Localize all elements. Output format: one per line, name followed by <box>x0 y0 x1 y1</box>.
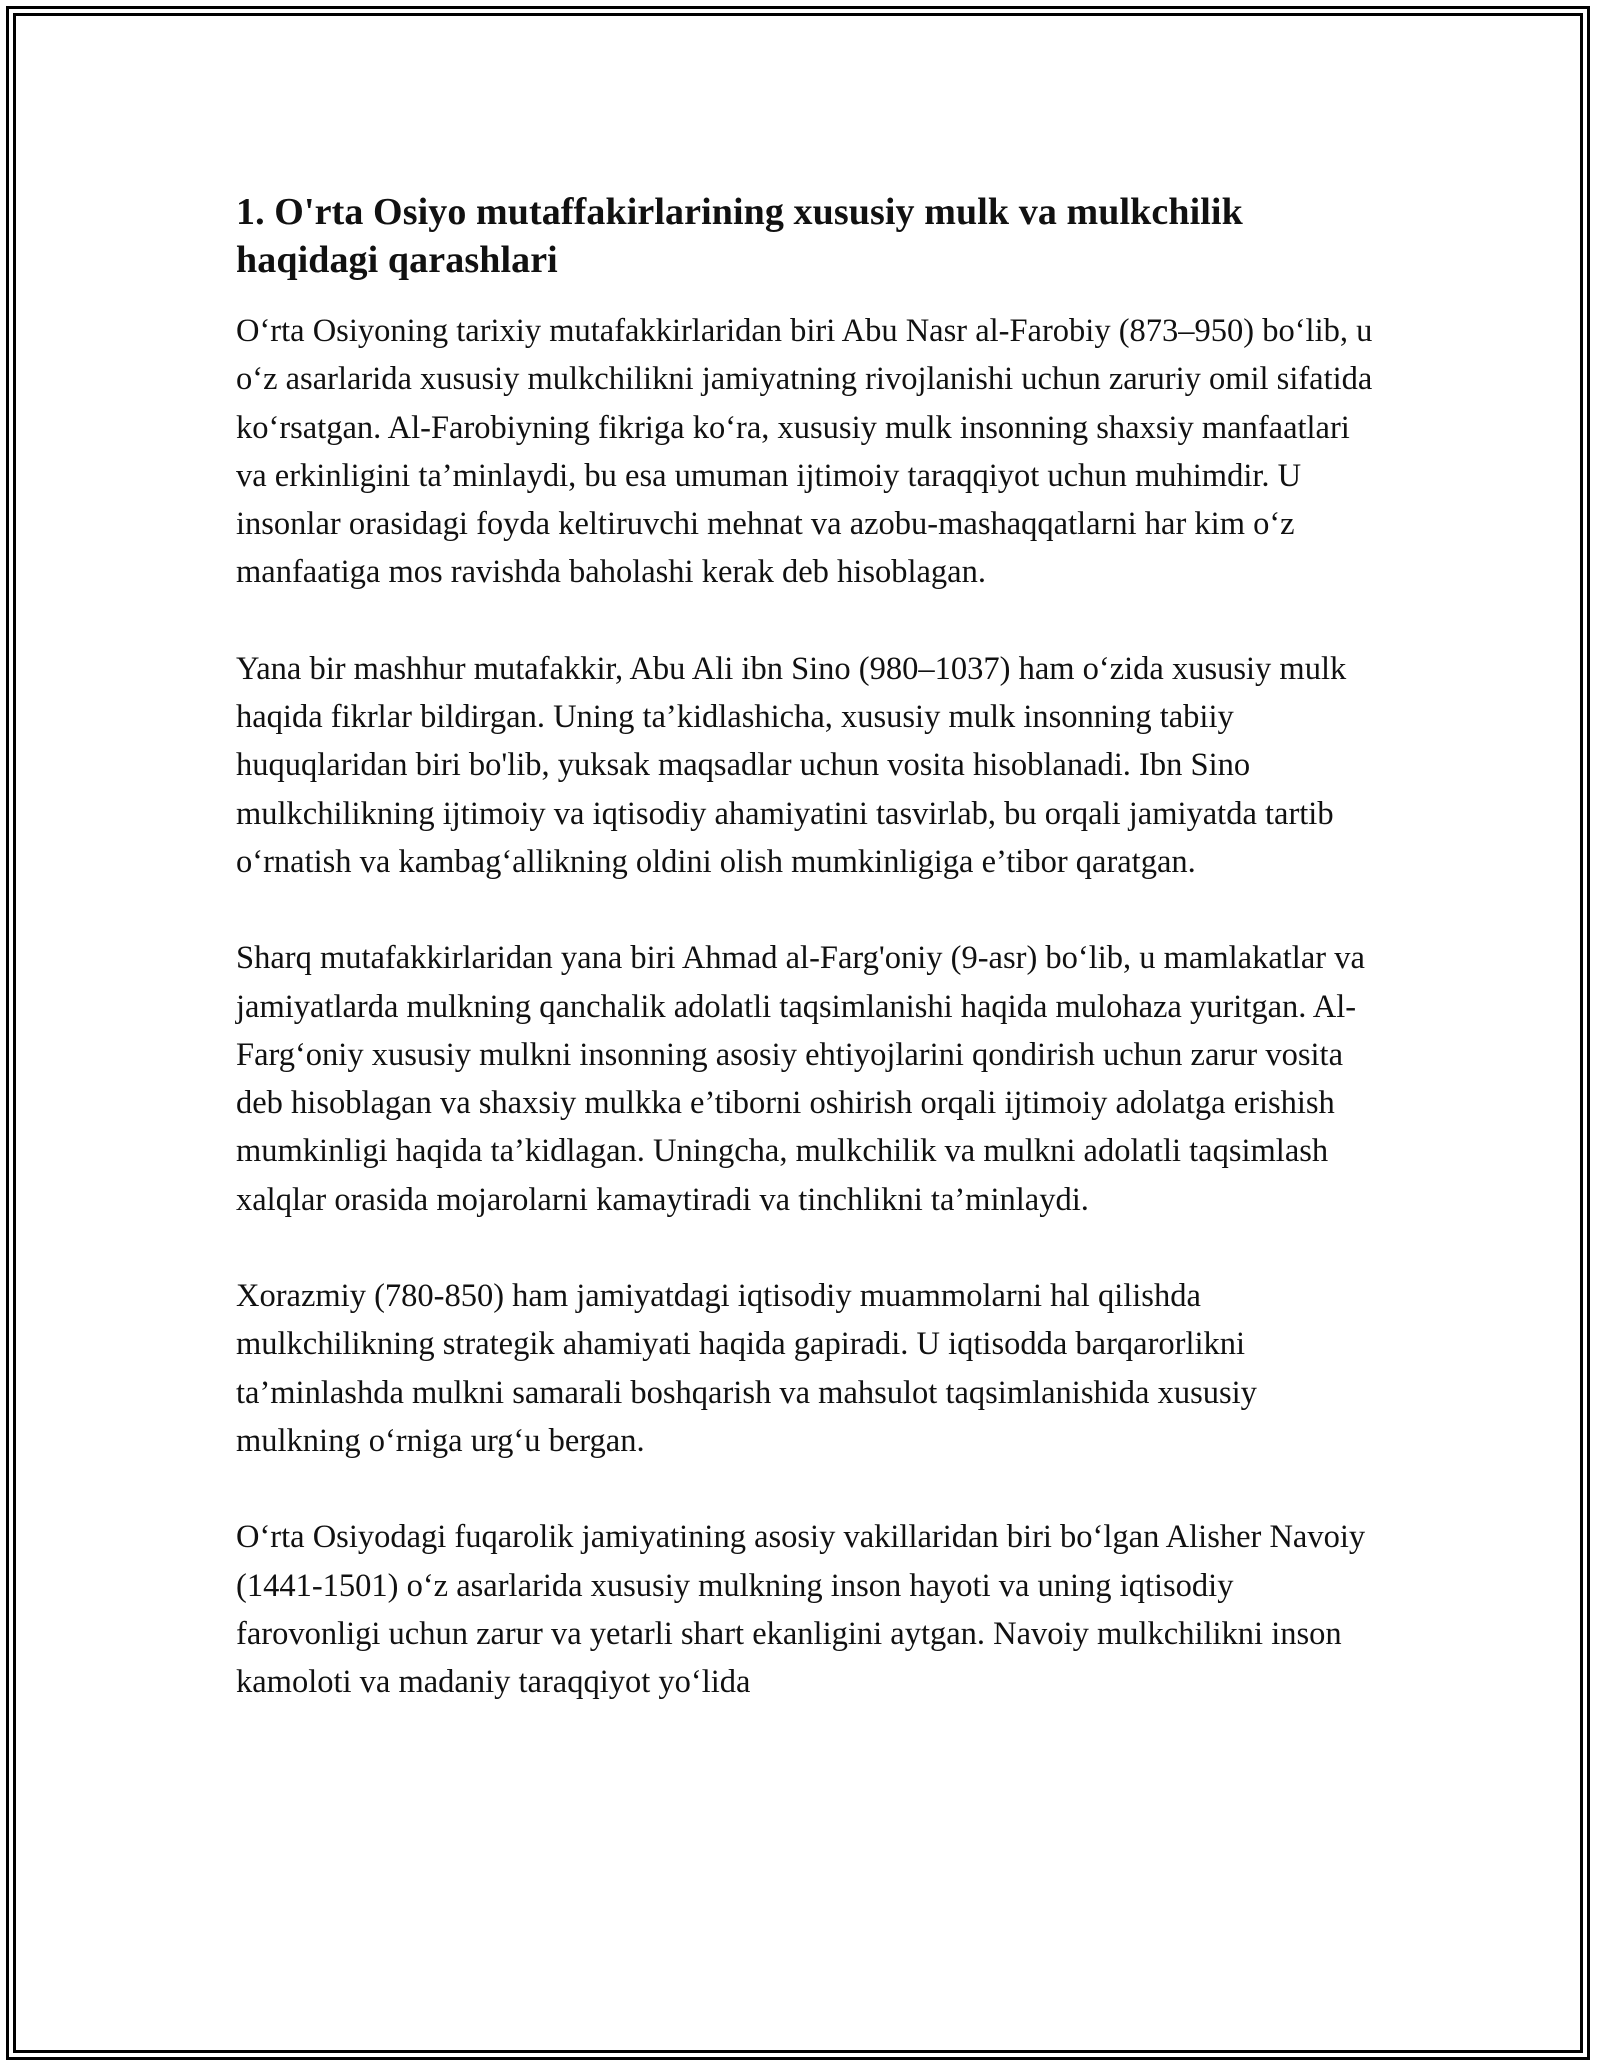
page-title: 1. O'rta Osiyo mutaffakirlarining xususiy mulk va mulkchilik haqidagi qarashlari <box>236 191 1243 281</box>
paragraph-fargoniy: Sharq mutafakkirlaridan yana biri Ahmad al-Farg'oniy (9-asr) bo‘lib, u mamlakatlar va jamiyatlarda mulkning qanchalik adolatli taqsimlanishi haqida mulohaza yuritgan. Al-Farg‘oniy xususiy mulkni insonning asosiy ehtiyojlarini qondirish uchun zarur vosita deb hisoblagan va shaxsiy mulkka e’tiborni oshirish orqali ijtimoiy adolatga erishish mumkinligi haqida ta’kidlagan. Uningcha, mulkchilik va mulkni adolatli taqsimlash xalqlar orasida mojarolarni kamaytiradi va tinchlikni ta’minlaydi. <box>236 940 1365 1218</box>
paragraph-farobiy: O‘rta Osiyoning tarixiy mutafakkirlaridan biri Abu Nasr al-Farobiy (873–950) bo‘lib, u o‘z asarlarida xususiy mulkchilikni jamiyatning rivojlanishi uchun zaruriy omil sifatida ko‘rsatgan. Al-Farobiyning fikriga ko‘ra, xususiy mulk insonning shaxsiy manfaatlari va erkinligini ta’minlaydi, bu esa umuman ijtimoiy taraqqiyot uchun muhimdir. U insonlar orasidagi foyda keltiruvchi mehnat va azobu-mashaqqatlarni har kim o‘z manfaatiga mos ravishda baholashi kerak deb hisoblagan. <box>236 313 1373 591</box>
paragraph-ibn-sino: Yana bir mashhur mutafakkir, Abu Ali ibn Sino (980–1037) ham o‘zida xususiy mulk haqida fikrlar bildirgan. Uning ta’kidlashicha, xususiy mulk insonning tabiiy huquqlaridan biri bo'lib, yuksak maqsadlar uchun vosita hisoblanadi. Ibn Sino mulkchilikning ijtimoiy va iqtisodiy ahamiyatini tasvirlab, bu orqali jamiyatda tartib o‘rnatish va kambag‘allikning oldini olish mumkinligiga e’tibor qaratgan. <box>236 650 1347 880</box>
document-body <box>236 188 1376 1706</box>
paragraph-navoiy: O‘rta Osiyodagi fuqarolik jamiyatining asosiy vakillaridan biri bo‘lgan Alisher Navoiy (1441-1501) o‘z asarlarida xususiy mulkning inson hayoti va uning iqtisodiy farovonligi uchun zarur va yetarli shart ekanligini aytgan. Navoiy mulkchilikni inson kamoloti va madaniy taraqqiyot yo‘lida <box>236 1519 1366 1701</box>
paragraph-xorazmiy: Xorazmiy (780-850) ham jamiyatdagi iqtisodiy muammolarni hal qilishda mulkchilikning strategik ahamiyati haqida gapiradi. U iqtisodda barqarorlikni ta’minlashda mulkni samarali boshqarish va mahsulot taqsimlanishida xususiy mulkning o‘rniga urg‘u bergan. <box>236 1278 1257 1459</box>
